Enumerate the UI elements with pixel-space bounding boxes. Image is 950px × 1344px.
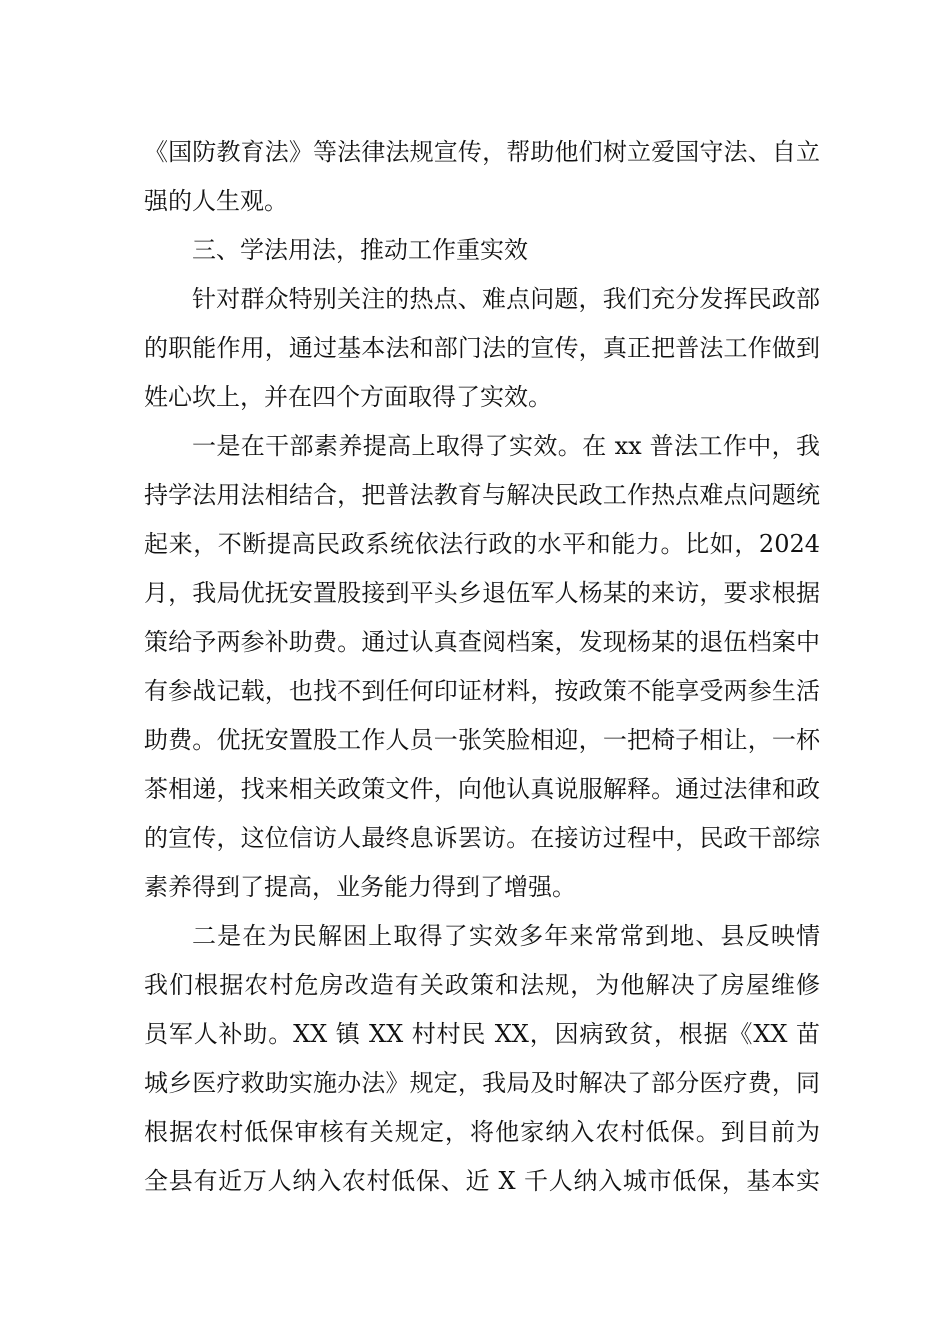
text-line: 二是在为民解困上取得了实效多年来常常到地、县反映情 bbox=[192, 922, 820, 950]
text-line: 强的人生观。 bbox=[144, 187, 288, 215]
text-line: 的职能作用，通过基本法和部门法的宣传，真正把普法工作做到 bbox=[144, 334, 820, 362]
text-line: 根据农村低保审核有关规定，将他家纳入农村低保。到目前为 bbox=[144, 1118, 820, 1146]
text-line: 持学法用法相结合，把普法教育与解决民政工作热点难点问题统 bbox=[144, 481, 820, 509]
text-line: 员军人补助。XX 镇 XX 村村民 XX，因病致贫，根据《XX 苗 bbox=[144, 1020, 820, 1048]
text-line: 茶相递，找来相关政策文件，向他认真说服解释。通过法律和政 bbox=[144, 775, 820, 803]
section-heading: 三、学法用法，推动工作重实效 bbox=[192, 236, 528, 264]
text-line: 城乡医疗救助实施办法》规定，我局及时解决了部分医疗费，同 bbox=[144, 1069, 820, 1097]
text-line: 起来，不断提高民政系统依法行政的水平和能力。比如，2024 bbox=[144, 530, 820, 558]
text-line: 一是在干部素养提高上取得了实效。在 xx 普法工作中，我 bbox=[192, 432, 820, 460]
text-line: 我们根据农村危房改造有关政策和法规，为他解决了房屋维修 bbox=[144, 971, 820, 999]
text-line: 姓心坎上，并在四个方面取得了实效。 bbox=[144, 383, 552, 411]
document-body bbox=[144, 128, 820, 1206]
text-line: 针对群众特别关注的热点、难点问题，我们充分发挥民政部 bbox=[192, 285, 820, 313]
text-line: 的宣传，这位信访人最终息诉罢访。在接访过程中，民政干部综 bbox=[144, 824, 820, 852]
text-line: 全县有近万人纳入农村低保、近 X 千人纳入城市低保，基本实 bbox=[144, 1167, 820, 1195]
text-line: 有参战记载，也找不到任何印证材料，按政策不能享受两参生活 bbox=[144, 677, 820, 705]
text-line: 助费。优抚安置股工作人员一张笑脸相迎，一把椅子相让，一杯 bbox=[144, 726, 820, 754]
text-line: 月，我局优抚安置股接到平头乡退伍军人杨某的来访，要求根据 bbox=[144, 579, 820, 607]
text-line: 策给予两参补助费。通过认真查阅档案，发现杨某的退伍档案中 bbox=[144, 628, 820, 656]
text-line: 《国防教育法》等法律法规宣传，帮助他们树立爱国守法、自立 bbox=[144, 138, 820, 166]
text-line: 素养得到了提高，业务能力得到了增强。 bbox=[144, 873, 576, 901]
